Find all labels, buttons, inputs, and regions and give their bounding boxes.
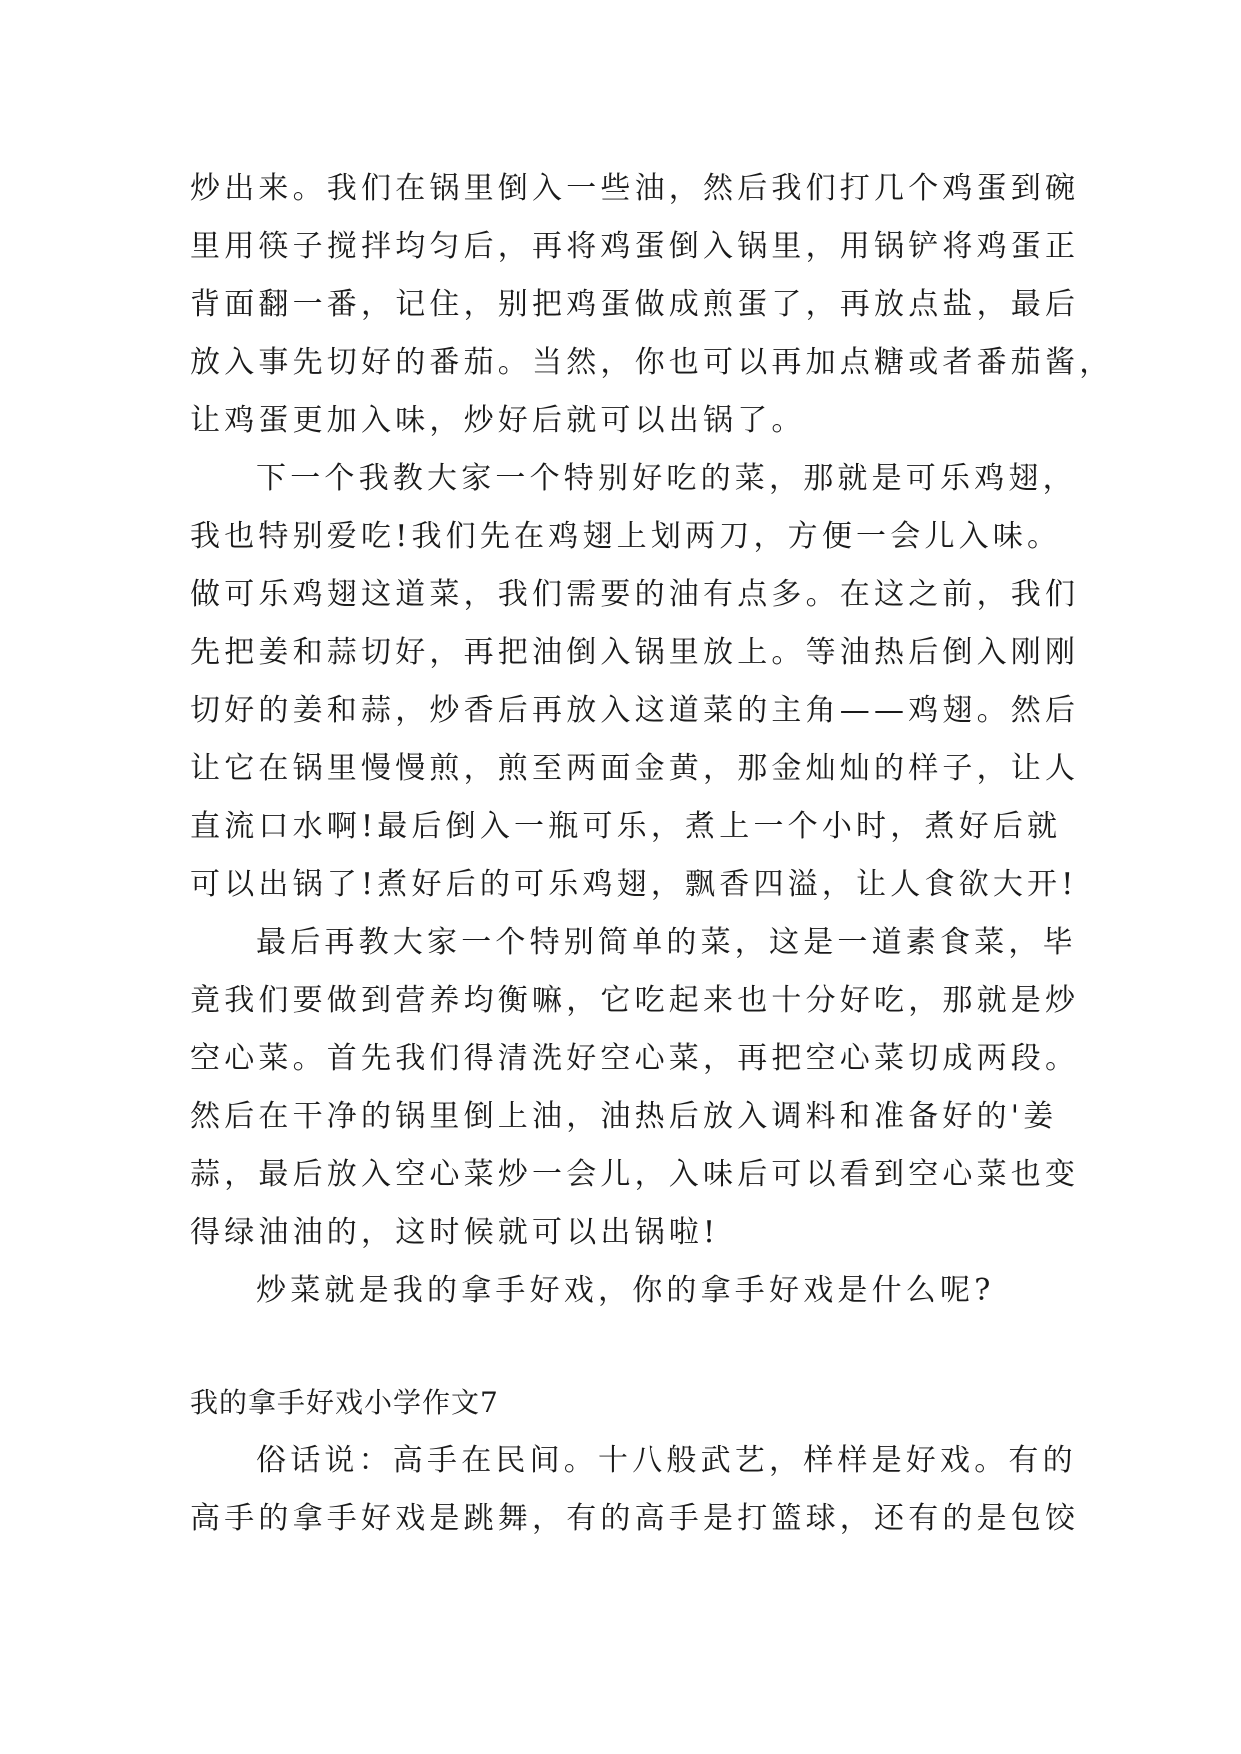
- text-line: 然后在干净的锅里倒上油，油热后放入调料和准备好的'姜: [190, 1099, 1058, 1134]
- text-line: 俗话说：高手在民间。十八般武艺，样样是好戏。有的: [256, 1443, 1077, 1478]
- text-line: 让它在锅里慢慢煎，煎至两面金黄，那金灿灿的样子，让人: [190, 751, 1080, 786]
- text-line: 做可乐鸡翅这道菜，我们需要的油有点多。在这之前，我们: [190, 577, 1080, 612]
- section-heading: 我的拿手好戏小学作文7: [190, 1386, 499, 1419]
- text-line: 竟我们要做到营养均衡嘛，它吃起来也十分好吃，那就是炒: [190, 983, 1080, 1018]
- text-line: 里用筷子搅拌均匀后，再将鸡蛋倒入锅里，用锅铲将鸡蛋正: [190, 229, 1080, 264]
- text-line: 蒜，最后放入空心菜炒一会儿，入味后可以看到空心菜也变: [190, 1157, 1080, 1192]
- text-line: 先把姜和蒜切好，再把油倒入锅里放上。等油热后倒入刚刚: [190, 635, 1080, 670]
- text-line: 空心菜。首先我们得清洗好空心菜，再把空心菜切成两段。: [190, 1041, 1080, 1076]
- text-line: 背面翻一番，记住，别把鸡蛋做成煎蛋了，再放点盐，最后: [190, 287, 1080, 322]
- text-line: 炒菜就是我的拿手好戏，你的拿手好戏是什么呢?: [256, 1273, 995, 1308]
- body-text-continued: [190, 1432, 1080, 1548]
- text-line: 最后再教大家一个特别简单的菜，这是一道素食菜，毕: [256, 925, 1077, 960]
- text-line: 放入事先切好的番茄。当然，你也可以再加点糖或者番茄酱，: [190, 345, 1114, 380]
- text-line: 高手的拿手好戏是跳舞，有的高手是打篮球，还有的是包饺: [190, 1501, 1080, 1536]
- text-line: 直流口水啊!最后倒入一瓶可乐，煮上一个小时，煮好后就: [190, 809, 1062, 844]
- text-line: 让鸡蛋更加入味，炒好后就可以出锅了。: [190, 403, 806, 438]
- body-text: [190, 160, 1114, 1320]
- text-line: 可以出锅了!煮好后的可乐鸡翅，飘香四溢，让人食欲大开!: [190, 867, 1078, 902]
- text-line: 得绿油油的，这时候就可以出锅啦!: [190, 1215, 720, 1250]
- text-line: 炒出来。我们在锅里倒入一些油，然后我们打几个鸡蛋到碗: [190, 171, 1080, 206]
- text-line: 切好的姜和蒜，炒香后再放入这道菜的主角——鸡翅。然后: [190, 693, 1080, 728]
- text-line: 下一个我教大家一个特别好吃的菜，那就是可乐鸡翅，: [256, 461, 1077, 496]
- text-line: 我也特别爱吃!我们先在鸡翅上划两刀，方便一会儿入味。: [190, 519, 1062, 554]
